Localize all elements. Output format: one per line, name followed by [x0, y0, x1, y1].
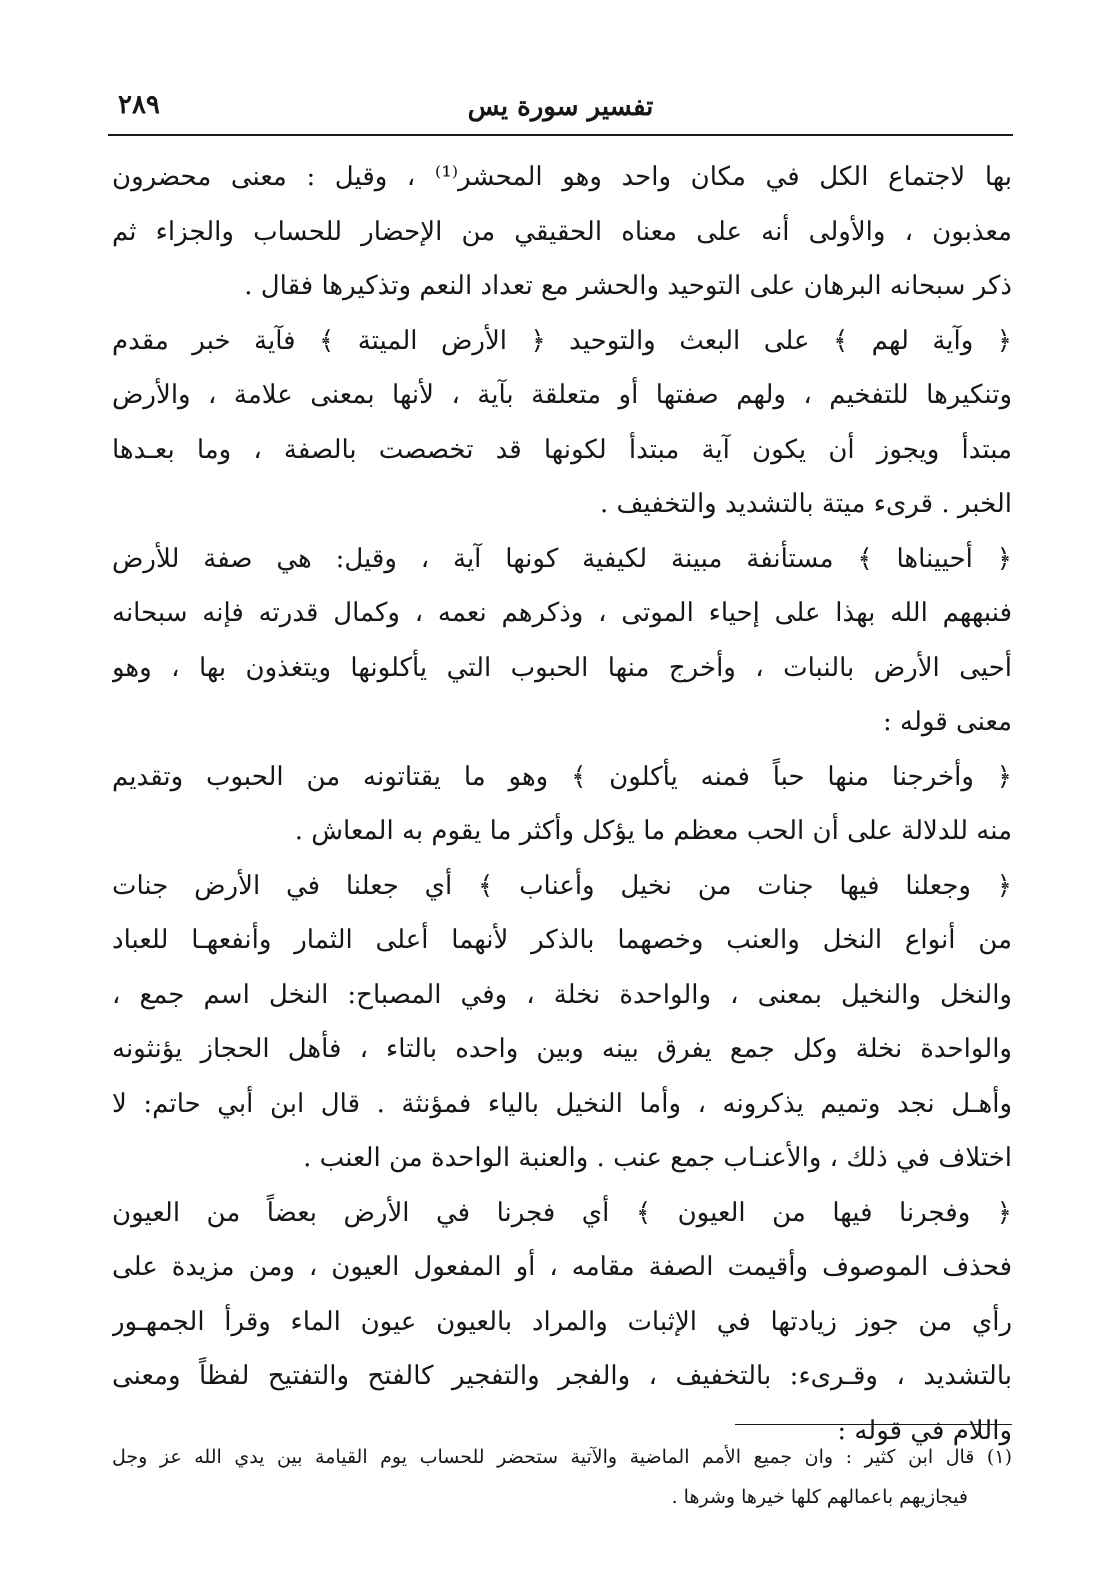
- text-line: معنى قوله :: [883, 707, 1012, 737]
- text-line: اختلاف في ذلك ، والأعنـاب جمع عنب . والعنبة الواحدة من العنب .: [303, 1143, 1012, 1173]
- text-line: ذكر سبحانه البرهان على التوحيد والحشر مع تعداد النعم وتذكيرها فقال .: [244, 271, 1012, 301]
- header-rule: [108, 134, 1013, 136]
- text-line: والواحدة نخلة وكل جمع يفرق بينه وبين واحده بالتاء ، فأهل الحجاز يؤنثونه: [112, 1034, 1012, 1064]
- footnote-rule: [735, 1424, 1012, 1425]
- footnote-line: (١) قال ابن كثير : وان جميع الأمم الماضية والآتية ستحضر للحساب يوم القيامة بين يدي الله عز وجل: [112, 1446, 1012, 1468]
- page-header: [108, 86, 1013, 134]
- text-line: ﴿ وفجرنا فيها من العيون ﴾ أي فجرنا في الأرض بعضاً من العيون: [112, 1197, 1012, 1228]
- text-line: من أنواع النخل والعنب وخصهما بالذكر لأنهما أعلى الثمار وأنفعهـا للعباد: [112, 925, 1012, 955]
- text-line: منه للدلالة على أن الحب معظم ما يؤكل وأكثر ما يقوم به المعاش .: [294, 816, 1012, 846]
- text-line: والنخل والنخيل بمعنى ، والواحدة نخلة ، وفي المصباح: النخل اسم جمع ،: [112, 979, 1012, 1010]
- text-line: ﴿ وجعلنا فيها جنات من نخيل وأعناب ﴾ أي جعلنا في الأرض جنات: [112, 870, 1012, 901]
- page-number: ٢٨٩: [118, 90, 160, 120]
- text-line: بالتشديد ، وقـرىء: بالتخفيف ، والفجر والتفجير كالفتح والتفتيح لفظاً ومعنى: [112, 1361, 1012, 1391]
- text-line: ﴿ وآية لهم ﴾ على البعث والتوحيد ﴿ الأرض الميتة ﴾ فآية خبر مقدم: [112, 325, 1012, 356]
- text-line: ﴿ أحييناها ﴾ مستأنفة مبينة لكيفية كونها آية ، وقيل: هي صفة للأرض: [112, 543, 1012, 574]
- text-line: ﴿ وأخرجنا منها حباً فمنه يأكلون ﴾ وهو ما يقتاتونه من الحبوب وتقديم: [112, 761, 1012, 792]
- text-line: الخبر . قرىء ميتة بالتشديد والتخفيف .: [599, 489, 1012, 519]
- footnote-line: فيجازيهم باعمالهم كلها خيرها وشرها .: [671, 1486, 968, 1508]
- text-line: أحيى الأرض بالنبات ، وأخرج منها الحبوب التي يأكلونها ويتغذون بها ، وهو: [112, 652, 1012, 683]
- running-title: تفسير سورة يس: [467, 92, 654, 122]
- text-line: وتنكيرها للتفخيم ، ولهم صفتها أو متعلقة بآية ، لأنها بمعنى علامة ، والأرض: [112, 380, 1012, 410]
- body-text: [112, 150, 1012, 1458]
- text-line: معذبون ، والأولى أنه على معناه الحقيقي من الإحضار للحساب والجزاء ثم: [112, 216, 1012, 247]
- text-line: وأهـل نجد وتميم يذكرونه ، وأما النخيل بالياء فمؤنثة . قال ابن أبي حاتم: لا: [112, 1088, 1012, 1119]
- text-line: بها لاجتماع الكل في مكان واحد وهو المحشر⁽¹⁾ ، وقيل : معنى محضرون: [112, 162, 1012, 192]
- text-line: واللام في قوله :: [837, 1415, 1012, 1446]
- text-line: رأي من جوز زيادتها في الإثبات والمراد بالعيون عيون الماء وقرأ الجمهـور: [112, 1306, 1012, 1337]
- footnotes: [112, 1437, 1012, 1517]
- text-line: مبتدأ ويجوز أن يكون آية مبتدأ لكونها قد تخصصت بالصفة ، وما بعـدها: [112, 434, 1012, 465]
- text-line: فحذف الموصوف وأقيمت الصفة مقامه ، أو المفعول العيون ، ومن مزيدة على: [112, 1252, 1012, 1282]
- text-line: فنبههم الله بهذا على إحياء الموتى ، وذكرهم نعمه ، وكمال قدرته فإنه سبحانه: [112, 598, 1012, 628]
